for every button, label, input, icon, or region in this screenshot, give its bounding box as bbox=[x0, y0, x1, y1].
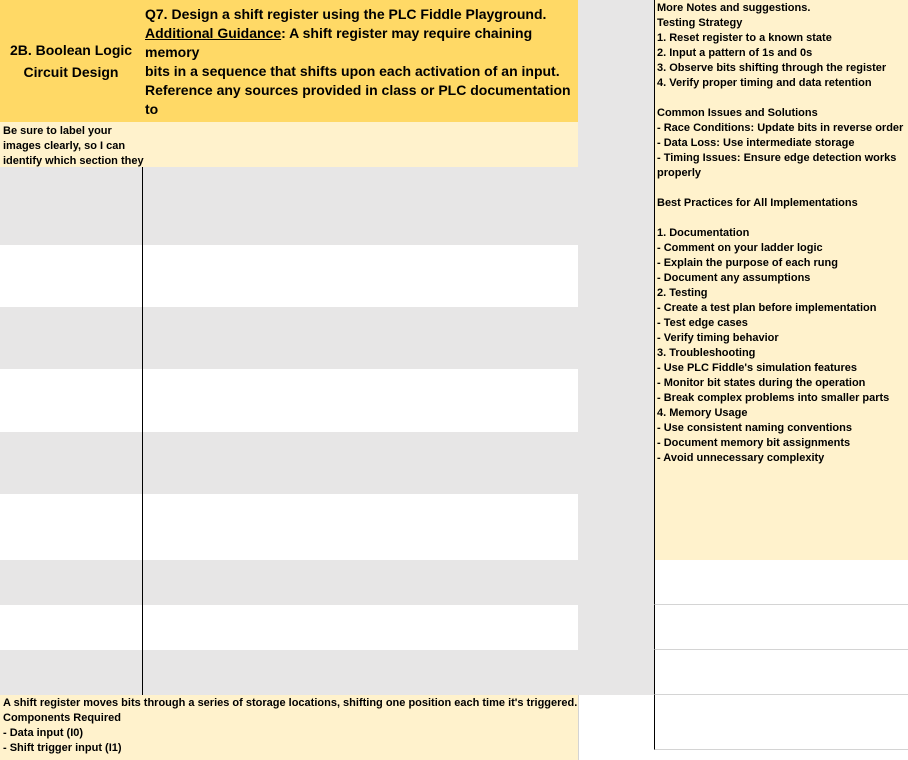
bottom-note-line3: - Data input (I0) bbox=[3, 727, 84, 739]
notes-line: More Notes and suggestions. bbox=[657, 2, 811, 14]
column-divider bbox=[142, 167, 143, 695]
notes-line: 1. Reset register to a known state bbox=[657, 32, 832, 44]
notes-line: - Avoid unnecessary complexity bbox=[657, 452, 825, 464]
notes-empty-4[interactable] bbox=[654, 695, 908, 750]
notes-line: - Use consistent naming conventions bbox=[657, 422, 852, 434]
notes-empty-5[interactable] bbox=[578, 750, 908, 760]
guidance-label: Additional Guidance bbox=[145, 25, 282, 41]
section-title-line1: 2B. Boolean Logic bbox=[9, 42, 133, 58]
notes-line: 2. Testing bbox=[657, 287, 708, 299]
notes-line: - Data Loss: Use intermediate storage bbox=[657, 137, 855, 149]
bottom-note-line2: Components Required bbox=[3, 712, 121, 724]
notes-line: - Explain the purpose of each rung bbox=[657, 257, 838, 269]
bottom-note-line1: A shift register moves bits through a series of storage locations, shifting one position each time it's triggered. bbox=[3, 697, 578, 709]
notes-line: - Race Conditions: Update bits in reverse order bbox=[657, 122, 904, 134]
spacer-column[interactable] bbox=[578, 0, 654, 695]
band-2[interactable] bbox=[0, 245, 578, 307]
band-8[interactable] bbox=[0, 605, 578, 650]
notes-line: 3. Troubleshooting bbox=[657, 347, 756, 359]
band-6[interactable] bbox=[0, 494, 578, 560]
guidance-rest: : A shift register may require chaining memory bbox=[145, 25, 533, 60]
bottom-note-cell[interactable] bbox=[0, 695, 578, 760]
question-cell[interactable] bbox=[142, 0, 578, 122]
notes-line: - Use PLC Fiddle's simulation features bbox=[657, 362, 858, 374]
notes-line bbox=[657, 91, 908, 106]
bottom-note-line4: - Shift trigger input (I1) bbox=[3, 742, 122, 754]
notes-empty-3[interactable] bbox=[654, 650, 908, 695]
notes-line: - Test edge cases bbox=[657, 317, 748, 329]
question-line2 bbox=[145, 24, 578, 62]
notes-cell[interactable] bbox=[654, 0, 908, 560]
band-9[interactable] bbox=[0, 650, 578, 695]
notes-line: - Create a test plan before implementation bbox=[657, 302, 877, 314]
band-3[interactable] bbox=[0, 307, 578, 369]
label-note-line3: identify which section they bbox=[3, 155, 144, 167]
band-7[interactable] bbox=[0, 560, 578, 605]
question-line1: Q7. Design a shift register using the PLC Fiddle Playground. bbox=[145, 6, 547, 22]
question-line4: Reference any sources provided in class or PLC documentation to bbox=[145, 82, 571, 117]
notes-line: - Break complex problems into smaller parts bbox=[657, 392, 890, 404]
notes-line bbox=[657, 181, 908, 196]
notes-line: 1. Documentation bbox=[657, 227, 750, 239]
notes-line: - Comment on your ladder logic bbox=[657, 242, 823, 254]
notes-empty-2[interactable] bbox=[654, 605, 908, 650]
notes-line: 2. Input a pattern of 1s and 0s bbox=[657, 47, 813, 59]
notes-line: Testing Strategy bbox=[657, 17, 743, 29]
notes-line: Best Practices for All Implementations bbox=[657, 197, 858, 209]
notes-line: - Document any assumptions bbox=[657, 272, 811, 284]
notes-line: 3. Observe bits shifting through the register bbox=[657, 62, 887, 74]
notes-line: - Document memory bit assignments bbox=[657, 437, 851, 449]
band-4[interactable] bbox=[0, 369, 578, 432]
notes-line bbox=[657, 211, 908, 226]
notes-line: - Verify timing behavior bbox=[657, 332, 779, 344]
notes-line: - Timing Issues: Ensure edge detection works bbox=[657, 152, 897, 164]
notes-line: - Monitor bit states during the operation bbox=[657, 377, 866, 389]
notes-line: 4. Memory Usage bbox=[657, 407, 748, 419]
notes-line: Common Issues and Solutions bbox=[657, 107, 818, 119]
band-1[interactable] bbox=[0, 167, 578, 245]
label-note-cell[interactable] bbox=[0, 122, 578, 167]
notes-line: 4. Verify proper timing and data retention bbox=[657, 77, 872, 89]
section-title-cell bbox=[0, 0, 142, 122]
notes-list bbox=[657, 1, 908, 466]
band-5[interactable] bbox=[0, 432, 578, 494]
notes-line: properly bbox=[657, 167, 702, 179]
label-note-line1: Be sure to label your bbox=[3, 125, 112, 137]
question-line3: bits in a sequence that shifts upon each activation of an input. bbox=[145, 63, 560, 79]
section-title-line2: Circuit Design bbox=[23, 64, 119, 80]
label-note-line2: images clearly, so I can bbox=[3, 140, 126, 152]
notes-empty-1[interactable] bbox=[654, 560, 908, 605]
